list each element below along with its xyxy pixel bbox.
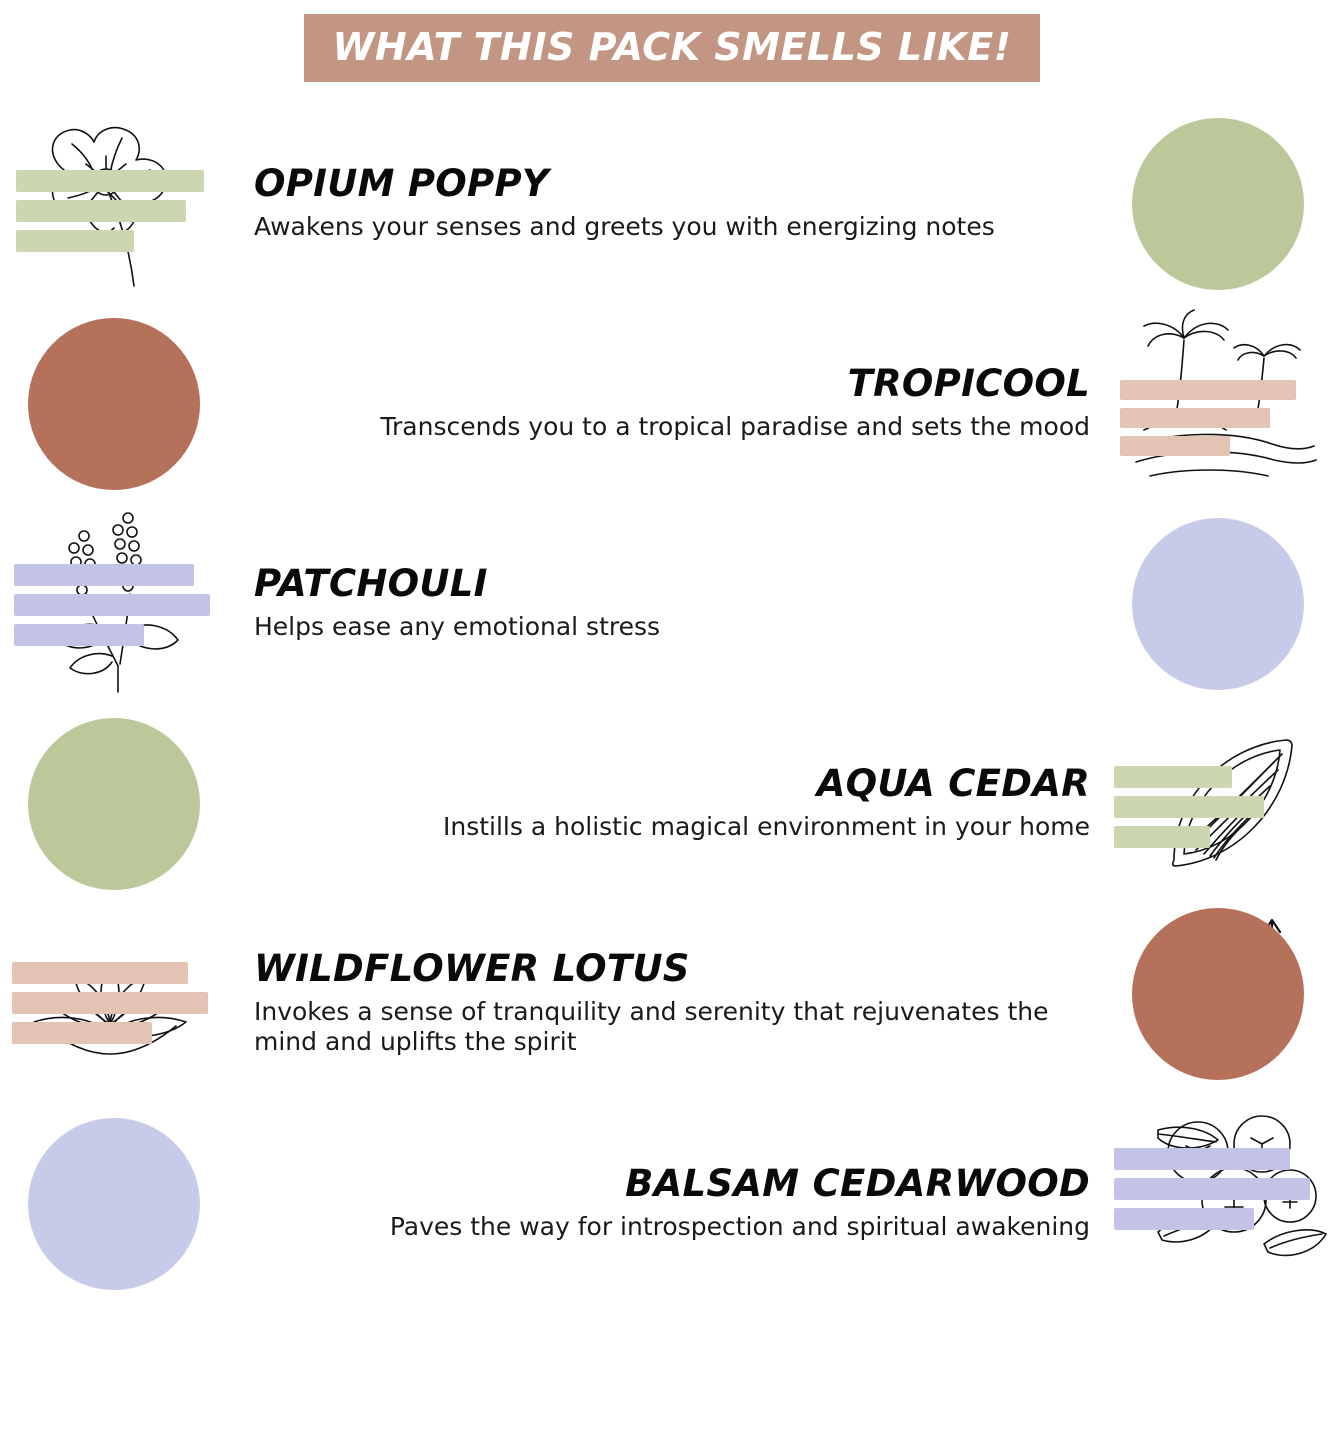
scent-text-block (230, 562, 1114, 642)
mood-scale-positive-icon (1114, 904, 1334, 1104)
scent-text-block (230, 762, 1114, 842)
head-swirls-mind-icon (10, 304, 230, 504)
head-spiral-calm-icon (10, 704, 230, 904)
scent-text-block (230, 947, 1114, 1058)
lotus-flower-icon (10, 904, 230, 1104)
palm-tree-island-icon (1114, 304, 1334, 504)
hammock-relax-clock-icon (1114, 504, 1334, 704)
list-item (0, 304, 1344, 504)
scent-description: Instills a holistic magical environment in your home (443, 812, 1090, 842)
scent-description: Transcends you to a tropical paradise and sets the mood (380, 412, 1090, 442)
scent-description: Paves the way for introspection and spiritual awakening (389, 1212, 1090, 1242)
scent-title: BALSAM CEDARWOOD (625, 1162, 1090, 1206)
scent-description: Invokes a sense of tranquility and serenity that rejuvenates the mind and uplifts the spirit (254, 996, 1049, 1057)
page-title: WHAT THIS PACK SMELLS LIKE! (304, 14, 1039, 82)
header-banner-wrap (0, 0, 1344, 82)
list-item (0, 1104, 1344, 1304)
lavender-sprig-icon (10, 504, 230, 704)
list-item (0, 504, 1344, 704)
scent-title: OPIUM POPPY (254, 162, 549, 206)
list-item (0, 904, 1344, 1104)
citrus-slice-icon (1114, 704, 1334, 904)
list-item (0, 104, 1344, 304)
scent-text-block (230, 1162, 1114, 1242)
scent-title: AQUA CEDAR (816, 762, 1090, 806)
scent-title: PATCHOULI (254, 562, 488, 606)
list-item (0, 704, 1344, 904)
scent-description: Helps ease any emotional stress (254, 612, 661, 642)
scent-text-block (230, 162, 1114, 242)
scent-text-block (230, 362, 1114, 442)
scent-description: Awakens your senses and greets you with energizing notes (254, 212, 995, 242)
poppy-flower-icon (10, 104, 230, 304)
scent-list (0, 104, 1344, 1304)
head-battery-energy-icon (1114, 104, 1334, 304)
berries-cluster-icon (1114, 1104, 1334, 1304)
meditation-yoga-pose-icon (10, 1104, 230, 1304)
scent-title: TROPICOOL (847, 362, 1090, 406)
scent-title: WILDFLOWER LOTUS (254, 947, 690, 991)
